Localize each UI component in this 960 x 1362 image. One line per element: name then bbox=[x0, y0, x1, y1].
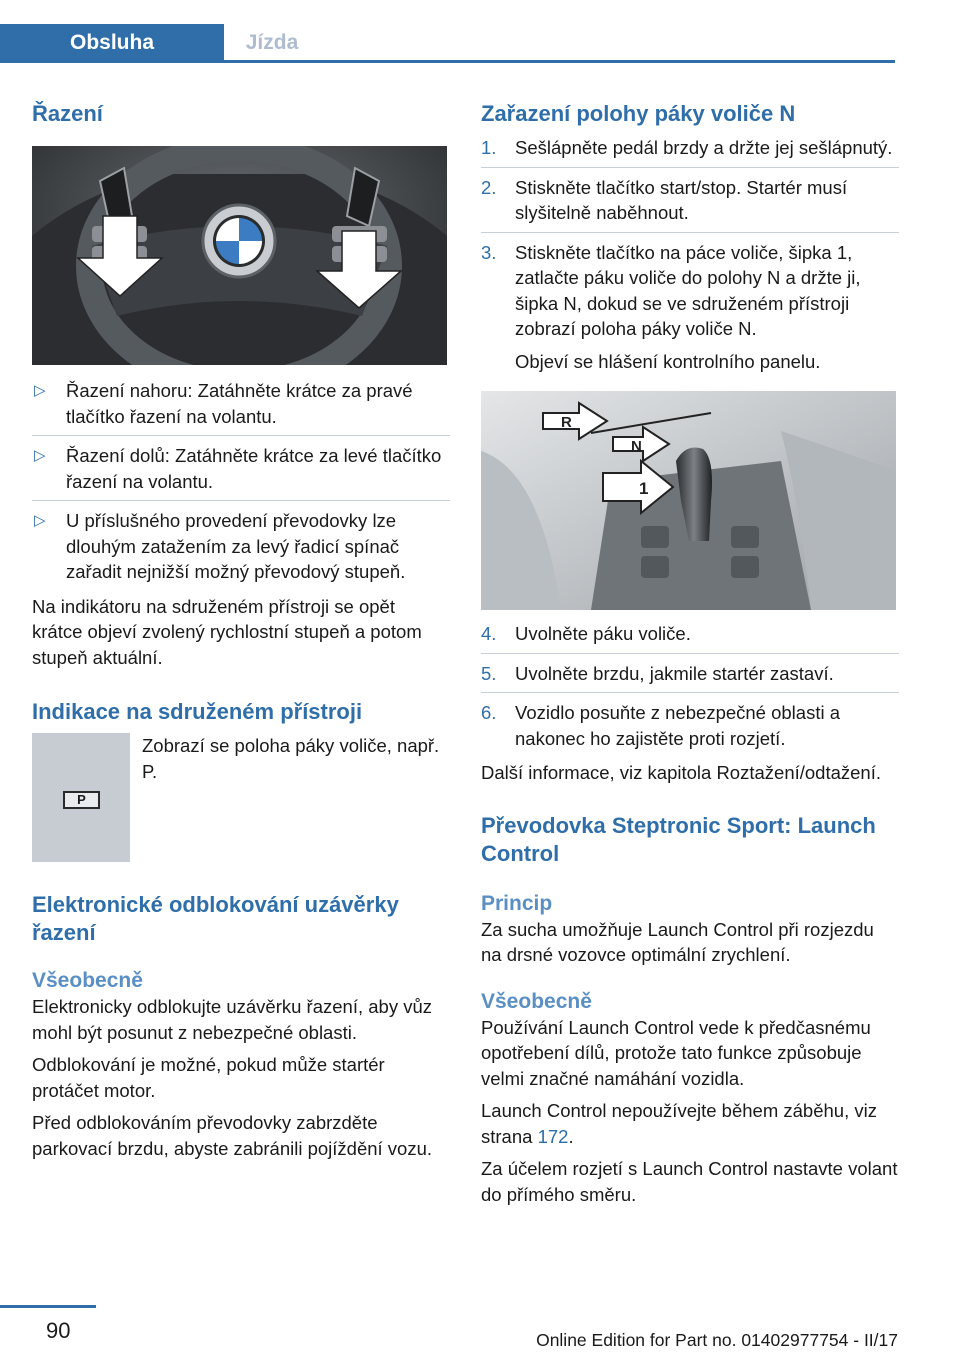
gear-selector-illustration bbox=[481, 391, 896, 610]
tab-underline bbox=[0, 60, 895, 63]
arrow-1-label: 1 bbox=[639, 479, 649, 498]
general-subheading: Všeobecně bbox=[481, 989, 592, 1013]
tab-obsluha[interactable]: Obsluha bbox=[0, 24, 224, 60]
edition-footer: Online Edition for Part no. 01402977754 - II/17 bbox=[536, 1330, 898, 1350]
indicator-block bbox=[32, 733, 450, 862]
list-item: ▷ Řazení nahoru: Zatáhněte krátce za pravé tlačítko řazení na volantu. bbox=[34, 380, 413, 427]
list-item: 4. Uvolněte páku voliče. bbox=[481, 623, 691, 644]
triangle-bullet-icon: ▷ bbox=[34, 512, 46, 529]
indicator-text: Zobrazí se poloha páky voliče, např. P. bbox=[142, 735, 440, 782]
list-item: 1. Sešlápněte pedál brzdy a držte jej sešlápnutý. bbox=[481, 137, 893, 158]
neutral-steps bbox=[481, 135, 899, 161]
shifting-bullets bbox=[32, 378, 450, 429]
divider bbox=[481, 692, 899, 693]
divider bbox=[32, 435, 450, 436]
neutral-steps-continued bbox=[481, 621, 899, 647]
divider bbox=[32, 500, 450, 501]
tab-jizda[interactable]: Jízda bbox=[245, 31, 299, 54]
arrow-n-label: N bbox=[631, 438, 642, 455]
unlock-paragraph: Před odblokováním převodovky zabrzděte parkovací brzdu, abyste zabránili pojíždění vozu. bbox=[32, 1112, 433, 1159]
list-item: ▷ Řazení dolů: Zatáhněte krátce za levé tlačítko řazení na volantu. bbox=[34, 445, 442, 492]
left-column bbox=[32, 100, 450, 1161]
triangle-bullet-icon: ▷ bbox=[34, 382, 46, 399]
principle-subheading: Princip bbox=[481, 891, 553, 915]
arrow-r-label: R bbox=[561, 414, 572, 431]
list-item: 2. Stiskněte tlačítko start/stop. Startér musí slyšitelně naběhnout. bbox=[481, 176, 848, 223]
unlock-heading: Elektronické odblokování uzávěrky řazení bbox=[32, 892, 399, 945]
list-item: 3. Stiskněte tlačítko na páce voliče, šipka 1, zatlačte páku voliče do polohy N a držte ji, šipka N, dokud se ve sdruženém přístroji zobrazí poloha páky voliče N. bbox=[481, 241, 861, 339]
divider bbox=[481, 232, 899, 233]
unlock-paragraph: Elektronicky odblokujte uzávěrku řazení, aby vůz mohl být posunut z nebezpečné oblasti. bbox=[32, 996, 433, 1043]
steering-wheel-photo bbox=[32, 146, 447, 365]
break-in-text: Launch Control nepoužívejte během záběhu, viz strana 172. bbox=[481, 1100, 877, 1147]
indicator-display-image bbox=[32, 733, 130, 862]
steering-wheel-illustration bbox=[32, 146, 447, 365]
footer-line bbox=[0, 1305, 96, 1308]
neutral-heading: Zařazení polohy páky voliče N bbox=[481, 101, 796, 126]
gear-p-indicator: P bbox=[63, 791, 100, 809]
launch-control-heading: Převodovka Steptronic Sport: Launch Control bbox=[481, 812, 876, 866]
list-item: 5. Uvolněte brzdu, jakmile startér zastaví. bbox=[481, 662, 834, 684]
list-item: 6. Vozidlo posuňte z nebezpečné oblasti a nakonec ho zajistěte proti rozjetí. bbox=[481, 702, 841, 749]
list-item: ▷ U příslušného provedení převodovky lze dlouhým zatažením za levý řadicí spínač zařadit nejnižší možný převodový stupeň. bbox=[34, 510, 406, 582]
divider bbox=[481, 653, 899, 654]
steering-text: Za účelem rozjetí s Launch Control nastavte volant do přímého směru. bbox=[481, 1158, 898, 1205]
general-subheading: Všeobecně bbox=[32, 969, 143, 992]
chapter-tabs bbox=[0, 24, 895, 62]
principle-text: Za sucha umožňuje Launch Control při rozjezdu na drsné vozovce optimální zrychlení. bbox=[481, 918, 874, 965]
bullet-group bbox=[32, 378, 450, 585]
launch-general-text: Používání Launch Control vede k předčasnému opotřebení dílů, protože tato funkce způsobuje velmi značné namáhání vozidla. bbox=[481, 1016, 871, 1089]
section-heading-razeni: Řazení bbox=[32, 101, 103, 126]
page-link[interactable]: 172 bbox=[537, 1125, 569, 1147]
right-column bbox=[481, 100, 899, 1207]
unlock-paragraph: Odblokování je možné, pokud může startér protáčet motor. bbox=[32, 1054, 385, 1101]
page-number: 90 bbox=[46, 1318, 71, 1343]
triangle-bullet-icon: ▷ bbox=[34, 447, 46, 464]
shifting-note: Na indikátoru na sdruženém přístroji se opět krátce objeví zvolený rychlostní stupeň a potom stupeň aktuální. bbox=[32, 595, 422, 668]
divider bbox=[481, 167, 899, 168]
info-paragraph: Další informace, viz kapitola Roztažení/odtažení. bbox=[481, 762, 881, 783]
indicator-heading: Indikace na sdruženém přístroji bbox=[32, 699, 363, 724]
gear-selector-photo bbox=[481, 391, 896, 610]
step-note: Objeví se hlášení kontrolního panelu. bbox=[515, 350, 821, 372]
